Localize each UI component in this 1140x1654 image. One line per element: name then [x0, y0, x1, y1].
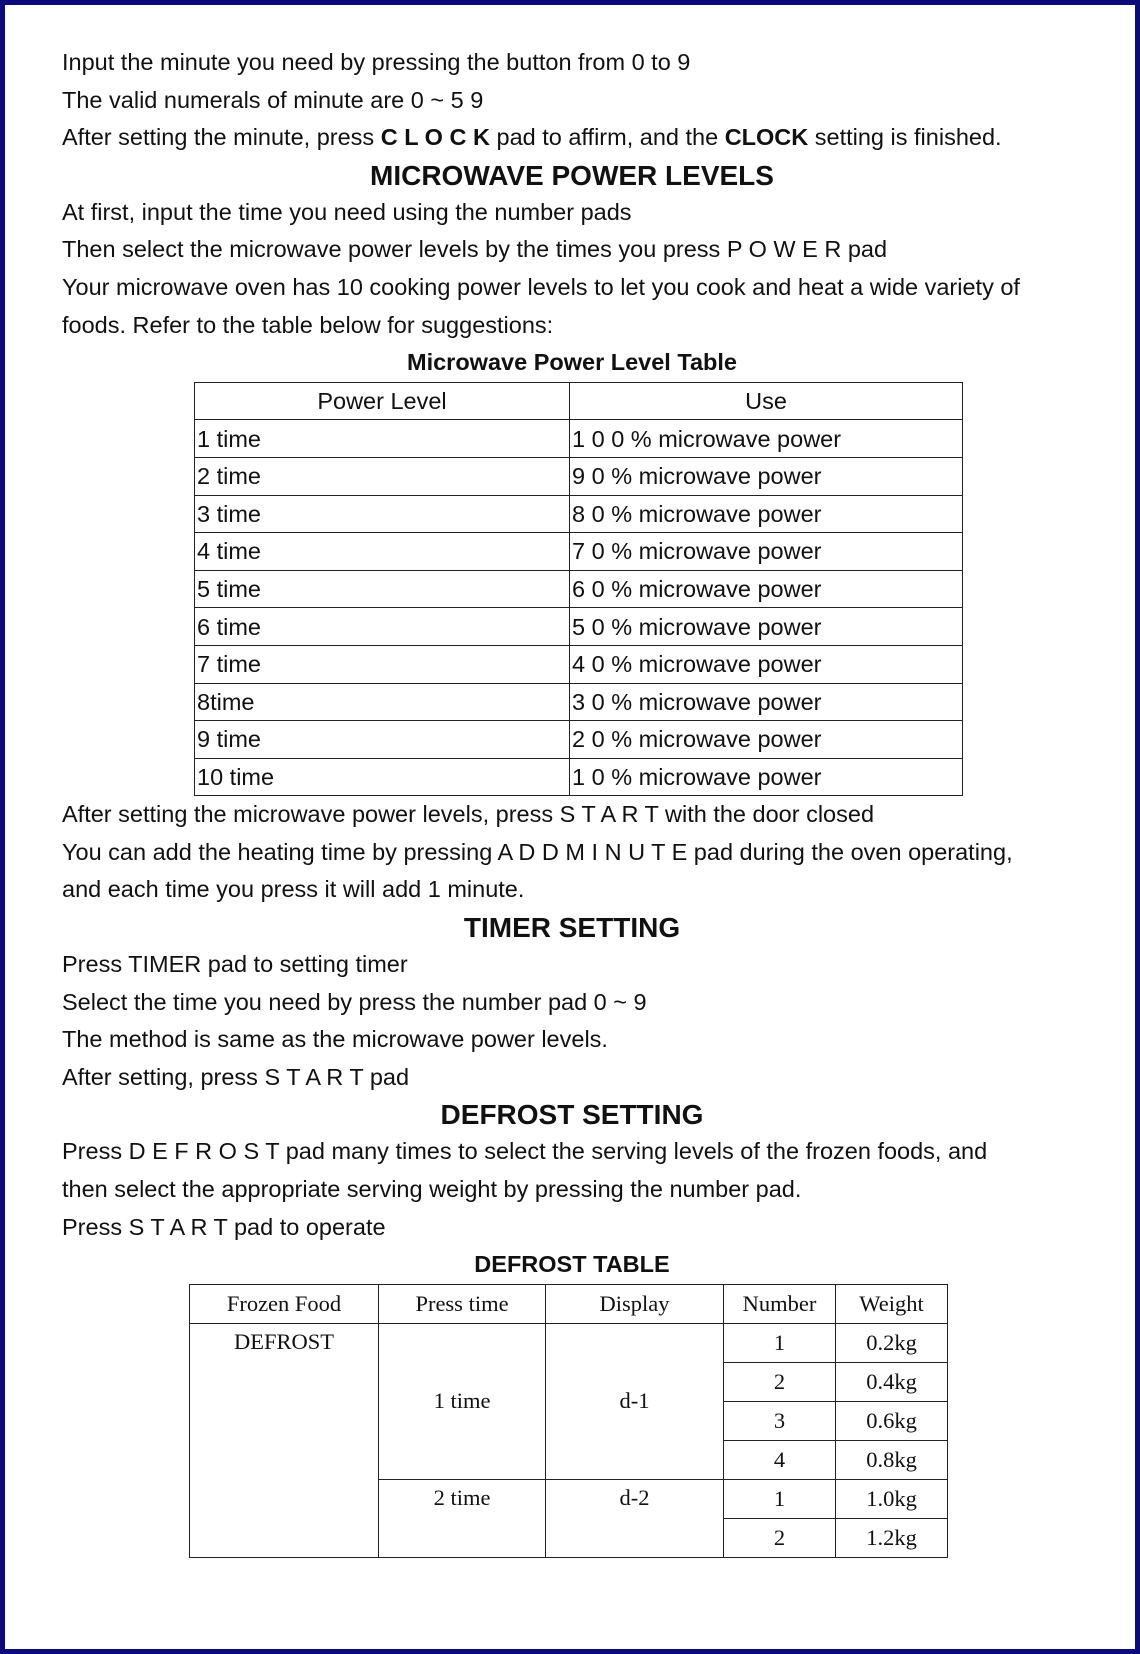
- defrost-weight-cell: 0.8kg: [836, 1440, 948, 1479]
- table-row: [195, 570, 963, 608]
- clock-setting-name: CLOCK: [724, 124, 809, 151]
- power-level-cell: 8time: [195, 683, 570, 721]
- table-row: [195, 420, 963, 458]
- defrost-weight-cell: 0.4kg: [836, 1362, 948, 1401]
- power-table-header-level: Power Level: [195, 382, 570, 420]
- clock-pad-name: C L O C K: [380, 124, 490, 151]
- defrost-header-number: Number: [724, 1284, 836, 1323]
- power-instruction-1: At first, input the time you need using the number pads: [62, 198, 632, 225]
- power-use-cell: 5 0 % microwave power: [570, 608, 963, 646]
- clock-instruction-3: [62, 119, 1082, 157]
- table-row: [195, 683, 963, 721]
- power-use-cell: 6 0 % microwave power: [570, 570, 963, 608]
- power-use-cell: 3 0 % microwave power: [570, 683, 963, 721]
- power-after-1: After setting the microwave power levels, press S T A R T with the door closed: [62, 801, 875, 828]
- power-after-2: You can add the heating time by pressing A D D M I N U T E pad during the oven operating,: [62, 838, 1013, 865]
- power-instruction-4: foods. Refer to the table below for suggestions:: [62, 311, 554, 338]
- defrost-frozen-food-cell: DEFROST: [190, 1323, 379, 1557]
- timer-instruction-3: The method is same as the microwave power levels.: [62, 1026, 608, 1053]
- power-level-cell: 9 time: [195, 721, 570, 759]
- power-level-cell: 5 time: [195, 570, 570, 608]
- power-table-header-use: Use: [570, 382, 963, 420]
- clock-instruction-3c: pad to affirm, and the: [489, 124, 725, 151]
- power-levels-heading: MICROWAVE POWER LEVELS: [370, 159, 774, 191]
- table-row: [195, 457, 963, 495]
- power-level-cell: 1 time: [195, 420, 570, 458]
- power-use-cell: 4 0 % microwave power: [570, 645, 963, 683]
- defrost-table-caption: DEFROST TABLE: [474, 1251, 670, 1278]
- table-row: [195, 758, 963, 796]
- power-level-cell: 7 time: [195, 645, 570, 683]
- power-use-cell: 7 0 % microwave power: [570, 533, 963, 571]
- timer-instruction-4: After setting, press S T A R T pad: [62, 1063, 410, 1090]
- defrost-weight-cell: 0.2kg: [836, 1323, 948, 1362]
- defrost-display-cell: d-2: [546, 1479, 724, 1557]
- table-row: [195, 533, 963, 571]
- defrost-weight-cell: 0.6kg: [836, 1401, 948, 1440]
- defrost-number-cell: 4: [724, 1440, 836, 1479]
- defrost-header-frozen-food: Frozen Food: [190, 1284, 379, 1323]
- power-level-cell: 2 time: [195, 457, 570, 495]
- power-level-cell: 6 time: [195, 608, 570, 646]
- power-level-cell: 10 time: [195, 758, 570, 796]
- defrost-instruction-2: then select the appropriate serving weight by pressing the number pad.: [62, 1176, 802, 1203]
- defrost-instruction-3: Press S T A R T pad to operate: [62, 1213, 386, 1240]
- defrost-press-time-cell: 2 time: [379, 1479, 546, 1557]
- timer-instruction-2: Select the time you need by press the number pad 0 ~ 9: [62, 988, 647, 1015]
- table-row: [195, 495, 963, 533]
- power-instruction-2: Then select the microwave power levels by the times you press P O W E R pad: [62, 236, 888, 263]
- defrost-header-weight: Weight: [836, 1284, 948, 1323]
- table-row: [195, 645, 963, 683]
- power-after-3: and each time you press it will add 1 minute.: [62, 876, 525, 903]
- table-row: [190, 1323, 948, 1362]
- table-row: [195, 608, 963, 646]
- manual-page: [62, 44, 1082, 1558]
- defrost-table: [189, 1284, 948, 1558]
- power-level-cell: 3 time: [195, 495, 570, 533]
- defrost-weight-cell: 1.0kg: [836, 1479, 948, 1518]
- table-row: [195, 721, 963, 759]
- timer-setting-heading: TIMER SETTING: [463, 912, 681, 944]
- defrost-number-cell: 1: [724, 1323, 836, 1362]
- defrost-press-time-cell: 1 time: [379, 1323, 546, 1479]
- power-table-header-row: [195, 382, 963, 420]
- defrost-instruction-1: Press D E F R O S T pad many times to select the serving levels of the frozen foods, and: [62, 1138, 988, 1165]
- defrost-setting-heading: DEFROST SETTING: [440, 1099, 704, 1131]
- power-level-cell: 4 time: [195, 533, 570, 571]
- power-use-cell: 9 0 % microwave power: [570, 457, 963, 495]
- defrost-header-display: Display: [546, 1284, 724, 1323]
- defrost-number-cell: 3: [724, 1401, 836, 1440]
- power-table-caption: Microwave Power Level Table: [407, 349, 737, 376]
- clock-instruction-2: The valid numerals of minute are 0 ~ 5 9: [62, 86, 484, 113]
- defrost-number-cell: 2: [724, 1362, 836, 1401]
- power-use-cell: 2 0 % microwave power: [570, 721, 963, 759]
- power-level-table: [194, 382, 963, 797]
- power-use-cell: 1 0 0 % microwave power: [570, 420, 963, 458]
- clock-instruction-3a: After setting the minute, press: [62, 124, 381, 151]
- defrost-table-header-row: [190, 1284, 948, 1323]
- defrost-display-cell: d-1: [546, 1323, 724, 1479]
- power-instruction-3: Your microwave oven has 10 cooking power levels to let you cook and heat a wide variety of: [62, 273, 1020, 300]
- defrost-number-cell: 2: [724, 1518, 836, 1557]
- power-use-cell: 1 0 % microwave power: [570, 758, 963, 796]
- power-use-cell: 8 0 % microwave power: [570, 495, 963, 533]
- defrost-header-press-time: Press time: [379, 1284, 546, 1323]
- clock-instruction-1: Input the minute you need by pressing the button from 0 to 9: [62, 49, 691, 75]
- timer-instruction-1: Press TIMER pad to setting timer: [62, 951, 408, 978]
- clock-instruction-3e: setting is finished.: [808, 124, 1002, 151]
- defrost-number-cell: 1: [724, 1479, 836, 1518]
- defrost-weight-cell: 1.2kg: [836, 1518, 948, 1557]
